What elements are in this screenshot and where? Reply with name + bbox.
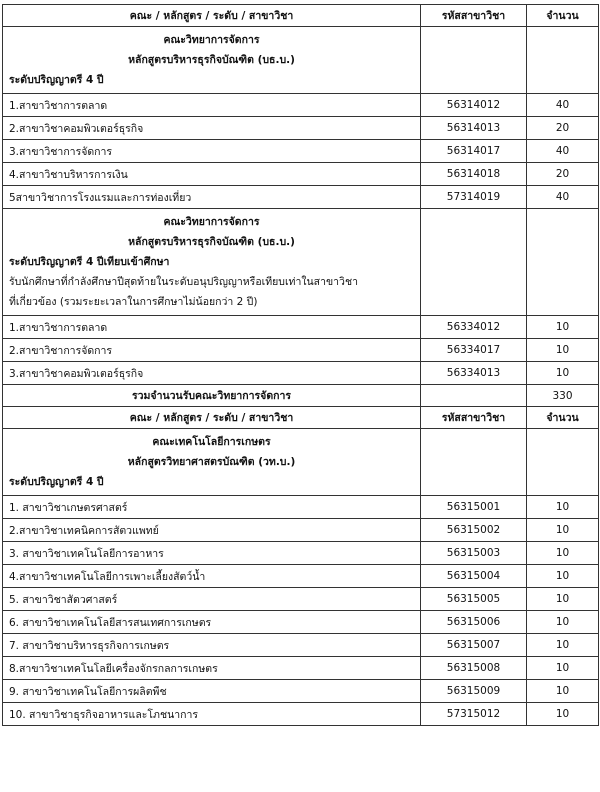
major-code: 56314017	[421, 140, 527, 163]
major-name: 10. สาขาวิชาธุรกิจอาหารและโภชนาการ	[3, 703, 421, 726]
section-header-row	[3, 429, 599, 496]
admission-count: 20	[527, 163, 599, 186]
table-row	[3, 588, 599, 611]
major-code: 56315007	[421, 634, 527, 657]
table-row	[3, 634, 599, 657]
admission-count: 10	[527, 657, 599, 680]
admission-count: 10	[527, 316, 599, 339]
empty-cell	[421, 209, 527, 316]
major-code: 56315002	[421, 519, 527, 542]
admission-count: 10	[527, 611, 599, 634]
table-row	[3, 657, 599, 680]
major-name: 1.สาขาวิชาการตลาด	[3, 94, 421, 117]
table-header-row	[3, 407, 599, 429]
major-name: 8.สาขาวิชาเทคโนโลยีเครื่องจักรกลการเกษตร	[3, 657, 421, 680]
major-name: 2.สาขาวิชาการจัดการ	[3, 339, 421, 362]
admission-count: 10	[527, 680, 599, 703]
table-row	[3, 186, 599, 209]
degree-level: ระดับปริญญาตรี 4 ปี	[9, 74, 104, 86]
admission-count: 10	[527, 496, 599, 519]
admission-count: 10	[527, 703, 599, 726]
section-heading	[3, 27, 421, 94]
table-row	[3, 94, 599, 117]
major-code: 56315006	[421, 611, 527, 634]
header-major-code: รหัสสาขาวิชา	[421, 5, 527, 27]
admission-count: 10	[527, 339, 599, 362]
major-name: 2.สาขาวิชาเทคนิคการสัตวแพทย์	[3, 519, 421, 542]
faculty-name: คณะวิทยาการจัดการ	[163, 34, 260, 46]
major-name: 1. สาขาวิชาเกษตรศาสตร์	[3, 496, 421, 519]
empty-cell	[421, 385, 527, 407]
major-code: 57314019	[421, 186, 527, 209]
table-row	[3, 680, 599, 703]
table-row	[3, 316, 599, 339]
major-code: 56314018	[421, 163, 527, 186]
major-code: 56315001	[421, 496, 527, 519]
admission-count: 40	[527, 186, 599, 209]
admission-count: 20	[527, 117, 599, 140]
empty-cell	[527, 429, 599, 496]
admission-count: 10	[527, 519, 599, 542]
section-header-row	[3, 209, 599, 316]
admission-count: 40	[527, 140, 599, 163]
program-name: หลักสูตรบริหารธุรกิจบัณฑิต (บธ.บ.)	[128, 54, 295, 66]
admission-count: 10	[527, 588, 599, 611]
major-code: 57315012	[421, 703, 527, 726]
table-row	[3, 542, 599, 565]
major-name: 2.สาขาวิชาคอมพิวเตอร์ธุรกิจ	[3, 117, 421, 140]
major-code: 56334017	[421, 339, 527, 362]
admission-count: 10	[527, 542, 599, 565]
header-count: จำนวน	[527, 407, 599, 429]
degree-level: ระดับปริญญาตรี 4 ปีเทียบเข้าศึกษา	[9, 256, 170, 268]
empty-cell	[421, 429, 527, 496]
program-name: หลักสูตรบริหารธุรกิจบัณฑิต (บธ.บ.)	[128, 236, 295, 248]
table-row	[3, 163, 599, 186]
table-row	[3, 611, 599, 634]
header-faculty-program: คณะ / หลักสูตร / ระดับ / สาขาวิชา	[3, 407, 421, 429]
total-row	[3, 385, 599, 407]
admission-note: ที่เกี่ยวข้อง (รวมระยะเวลาในการศึกษาไม่น้อยกว่า 2 ปี)	[9, 296, 258, 308]
faculty-name: คณะวิทยาการจัดการ	[163, 216, 260, 228]
major-code: 56314013	[421, 117, 527, 140]
major-name: 1.สาขาวิชาการตลาด	[3, 316, 421, 339]
table-row	[3, 519, 599, 542]
admission-count: 10	[527, 634, 599, 657]
major-code: 56315003	[421, 542, 527, 565]
empty-cell	[527, 209, 599, 316]
table-row	[3, 496, 599, 519]
admission-note: รับนักศึกษาที่กำลังศึกษาปีสุดท้ายในระดับอนุปริญญาหรือเทียบเท่าในสาขาวิชา	[9, 276, 358, 288]
major-name: 3.สาขาวิชาการจัดการ	[3, 140, 421, 163]
major-name: 6. สาขาวิชาเทคโนโลยีสารสนเทศการเกษตร	[3, 611, 421, 634]
major-name: 3. สาขาวิชาเทคโนโลยีการอาหาร	[3, 542, 421, 565]
empty-cell	[527, 27, 599, 94]
major-name: 7. สาขาวิชาบริหารธุรกิจการเกษตร	[3, 634, 421, 657]
table-header-row	[3, 5, 599, 27]
header-faculty-program: คณะ / หลักสูตร / ระดับ / สาขาวิชา	[3, 5, 421, 27]
major-name: 4.สาขาวิชาเทคโนโลยีการเพาะเลี้ยงสัตว์น้ำ	[3, 565, 421, 588]
section-header-row	[3, 27, 599, 94]
table-row	[3, 339, 599, 362]
program-name: หลักสูตรวิทยาศาสตรบัณฑิต (วท.บ.)	[127, 456, 296, 468]
total-count: 330	[527, 385, 599, 407]
major-code: 56334012	[421, 316, 527, 339]
faculty-name: คณะเทคโนโลยีการเกษตร	[152, 436, 271, 448]
admission-count: 40	[527, 94, 599, 117]
header-major-code: รหัสสาขาวิชา	[421, 407, 527, 429]
table-row	[3, 362, 599, 385]
major-code: 56315008	[421, 657, 527, 680]
major-name: 4.สาขาวิชาบริหารการเงิน	[3, 163, 421, 186]
major-name: 9. สาขาวิชาเทคโนโลยีการผลิตพืช	[3, 680, 421, 703]
empty-cell	[421, 27, 527, 94]
table-row	[3, 565, 599, 588]
section-heading	[3, 209, 421, 316]
degree-level: ระดับปริญญาตรี 4 ปี	[9, 476, 104, 488]
table-row	[3, 117, 599, 140]
program-table	[2, 4, 599, 726]
major-code: 56334013	[421, 362, 527, 385]
admission-count: 10	[527, 565, 599, 588]
major-code: 56315005	[421, 588, 527, 611]
major-code: 56314012	[421, 94, 527, 117]
major-code: 56315009	[421, 680, 527, 703]
major-code: 56315004	[421, 565, 527, 588]
header-count: จำนวน	[527, 5, 599, 27]
admission-count: 10	[527, 362, 599, 385]
major-name: 5สาขาวิชาการโรงแรมและการท่องเที่ยว	[3, 186, 421, 209]
table-row	[3, 703, 599, 726]
section-heading	[3, 429, 421, 496]
major-name: 5. สาขาวิชาสัตวศาสตร์	[3, 588, 421, 611]
major-name: 3.สาขาวิชาคอมพิวเตอร์ธุรกิจ	[3, 362, 421, 385]
table-row	[3, 140, 599, 163]
total-label: รวมจำนวนรับคณะวิทยาการจัดการ	[3, 385, 421, 407]
